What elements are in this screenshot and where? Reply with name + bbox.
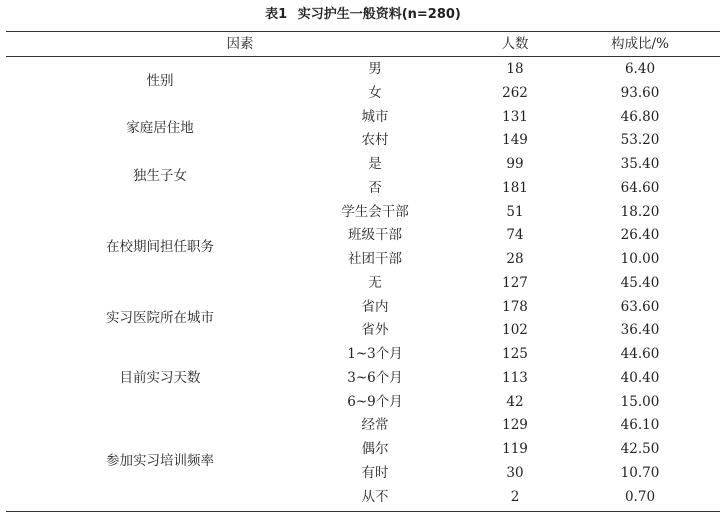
ratio-cell: 36.40 [620,322,660,339]
header-count: 人数 [501,36,529,52]
ratio-cell: 40.40 [620,369,660,386]
count-cell: 125 [502,346,528,362]
option-cell: 有时 [361,464,389,481]
count-cell: 74 [506,227,524,244]
option-cell: 经常 [361,417,389,434]
factor-label: 参加实习培训频率 [106,452,214,469]
count-cell: 51 [506,203,524,220]
count-cell: 102 [502,322,528,339]
count-cell: 30 [506,464,524,481]
ratio-cell: 42.50 [620,441,660,457]
factor-label: 在校期间担任职务 [106,239,214,256]
ratio-cell: 6.40 [624,61,656,77]
factor-label: 独生子女 [133,167,187,184]
ratio-cell: 46.80 [620,108,660,125]
factor-label: 目前实习天数 [119,369,201,386]
option-cell: 是 [368,156,382,172]
count-cell: 181 [502,179,528,196]
option-cell: 省内 [361,298,389,315]
table-caption: 实习护生一般资料(n=280) [297,7,461,22]
count-cell: 149 [502,132,528,149]
count-cell: 113 [502,369,528,386]
ratio-cell: 10.70 [620,464,660,481]
count-cell: 131 [502,108,528,125]
ratio-cell: 0.70 [624,488,656,505]
option-cell: 无 [368,274,382,291]
count-cell: 178 [502,298,528,315]
option-cell: 否 [368,179,382,196]
option-cell: 城市 [361,108,389,125]
ratio-cell: 53.20 [620,132,660,149]
option-cell: 男 [368,61,382,77]
table-title [0,3,726,22]
header-factor: 因素 [226,36,254,52]
option-cell: 班级干部 [348,227,402,244]
factor-label: 家庭居住地 [126,120,194,137]
factor-label: 性别 [146,72,174,89]
option-cell: 省外 [361,322,389,339]
ratio-cell: 93.60 [620,84,660,101]
option-cell: 从不 [361,488,389,505]
ratio-cell: 45.40 [620,274,660,291]
count-cell: 129 [502,417,528,434]
option-cell: 1~3个月 [347,346,403,362]
option-cell: 3~6个月 [347,369,403,386]
ratio-cell: 15.00 [620,393,660,410]
option-cell: 农村 [361,132,389,149]
ratio-cell: 26.40 [620,227,660,244]
ratio-cell: 18.20 [620,203,660,220]
ratio-cell: 10.00 [620,251,660,267]
count-cell: 127 [502,274,528,291]
count-cell: 18 [506,61,524,77]
top-rule [6,31,720,32]
header-rule [6,56,720,57]
ratio-cell: 44.60 [620,346,660,362]
factor-label: 实习医院所在城市 [106,310,214,327]
ratio-cell: 35.40 [620,156,660,172]
bottom-rule [6,511,720,512]
ratio-cell: 46.10 [620,417,660,434]
option-cell: 偶尔 [361,441,389,457]
ratio-cell: 64.60 [620,179,660,196]
option-cell: 学生会干部 [341,203,409,220]
header-ratio: 构成比/% [611,36,669,52]
count-cell: 99 [506,156,524,172]
option-cell: 女 [368,84,382,101]
count-cell: 2 [510,488,520,505]
table-number: 表1 [265,7,288,22]
count-cell: 262 [502,84,528,101]
count-cell: 28 [506,251,524,267]
option-cell: 社团干部 [348,251,402,267]
count-cell: 42 [506,393,524,410]
count-cell: 119 [502,441,528,457]
ratio-cell: 63.60 [620,298,660,315]
option-cell: 6~9个月 [347,393,403,410]
